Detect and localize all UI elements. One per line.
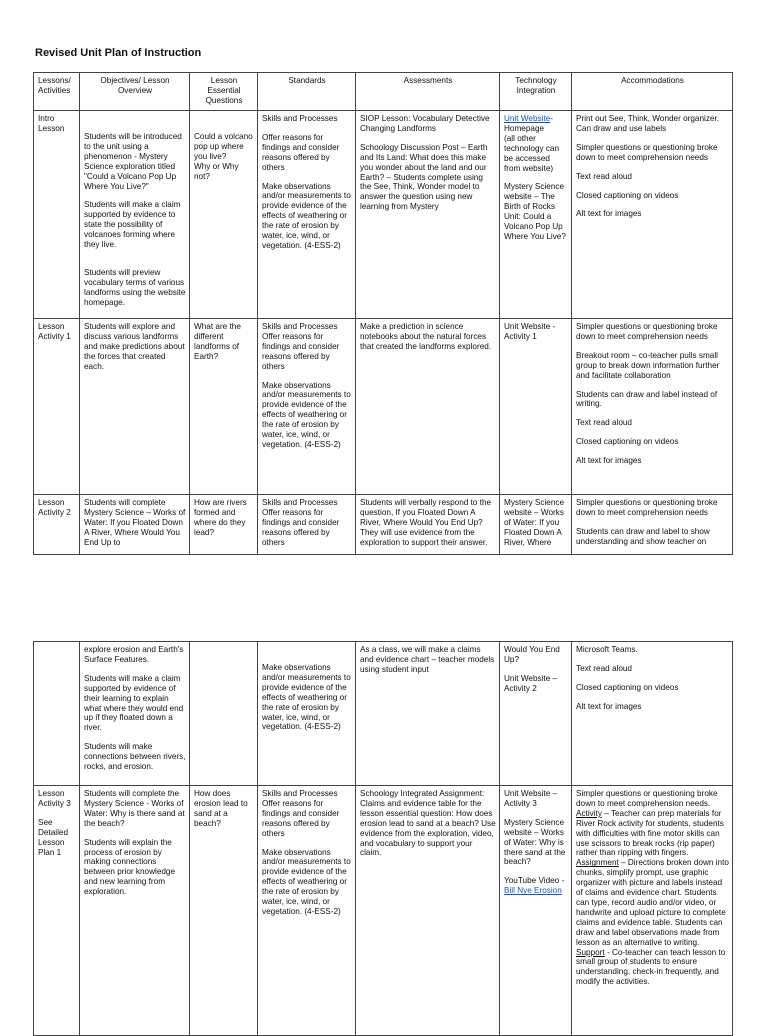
activity2-accommodations-top: Simpler questions or questioning broke down to meet comprehension needs Students can draw and label to show understanding and show teacher on: [572, 495, 733, 555]
row-activity-2-bottom: [34, 642, 733, 786]
activity2-assessments-bottom: As a class, we will make a claims and evidence chart – teacher models using student input: [356, 642, 500, 786]
activity2-technology-bottom: Would You End Up? Unit Website – Activity 2: [500, 642, 572, 786]
intro-standards: Skills and Processes Offer reasons for findings and consider reasons offered by others Make observations and/or measurements to provide evidence of the effects of weathering or the rate of erosion by water, ice, wind, or vegetation. (4-ESS-2): [258, 111, 356, 319]
intro-questions: Could a volcano pop up where you live? Why or Why not?: [190, 111, 258, 319]
activity3-questions: How does erosion lead to sand at a beach?: [190, 786, 258, 1036]
activity2-objectives-top: Students will complete Mystery Science – Works of Water: If you Floated Down A River, Where Would You End Up to: [80, 495, 190, 555]
activity1-objectives: Students will explore and discuss various landforms and make predictions about the forces that created each.: [80, 319, 190, 495]
activity1-accommodations: Simpler questions or questioning broke down to meet comprehension needs Breakout room – co-teacher pulls small group to break down information further and facilitate collaboration Students can draw and label instead of writing. Text read aloud Closed captioning on videos Alt text for images: [572, 319, 733, 495]
activity1-technology: Unit Website - Activity 1: [500, 319, 572, 495]
assignment-label: Assignment: [576, 858, 619, 868]
activity2-lesson-label: Lesson Activity 2: [34, 495, 80, 555]
activity2-technology-top: Mystery Science website – Works of Water: If you Floated Down A River, Where: [500, 495, 572, 555]
document-title: Revised Unit Plan of Instruction: [35, 47, 202, 59]
header-questions: Lesson Essential Questions: [190, 73, 258, 111]
bill-nye-erosion-link[interactable]: Bill Nye Erosion: [504, 886, 562, 896]
activity2-questions: How are rivers formed and where do they lead?: [190, 495, 258, 555]
activity2-standards-top: Skills and Processes Offer reasons for findings and consider reasons offered by others: [258, 495, 356, 555]
header-technology: Technology Integration: [500, 73, 572, 111]
activity2-objectives-bottom: explore erosion and Earth's Surface Features. Students will make a claim supported by evidence of their learning to explain what where they would end up if they floated down a river. Students will make connections between rivers, rocks, and erosion.: [80, 642, 190, 786]
activity1-lesson-label: Lesson Activity 1: [34, 319, 80, 495]
row-activity-1: [34, 319, 733, 495]
activity2-accommodations-bottom: Microsoft Teams. Text read aloud Closed captioning on videos Alt text for images: [572, 642, 733, 786]
activity1-questions: What are the different landforms of Earth?: [190, 319, 258, 495]
activity3-lesson-label: Lesson Activity 3 See Detailed Lesson Plan 1: [34, 786, 80, 1036]
activity2-assessments-top: Students will verbally respond to the question, If you Floated Down A River, Where Would You End Up? They will use evidence from the exploration to support their answer.: [356, 495, 500, 555]
activity3-objectives: Students will complete the Mystery Science - Works of Water: Why is there sand at the beach? Students will explain the process of erosion by making connections between prior knowledge and new learning from exploration.: [80, 786, 190, 1036]
header-accommodations: Accommodations: [572, 73, 733, 111]
row-activity-2-top: [34, 495, 733, 555]
header-assessments: Assessments: [356, 73, 500, 111]
activity3-accommodations: Simpler questions or questioning broke down to meet comprehension needs. Activity – Teacher can prep materials for River Rock activity for students, students with difficulties with fine motor skills can use scissors to break rocks (rip paper) rather than ripping with fingers. Assignment – Directions broken down into chunks, simplify prompt, use graphic organizer with picture and labels instead of claims and evidence chart. Students can type, record audio and/or video, or handwrite and upload picture to complete claims and evidence table. Students can draw and label observations made from lesson as an alternative to writing. Support - Co-teacher can teach lesson to small group of students to ensure understanding, check-in frequently, and modify the activities.: [572, 786, 733, 1036]
unit-website-link[interactable]: Unit Website: [504, 114, 551, 123]
activity1-assessments: Make a prediction in science notebooks about the natural forces that created the landforms explored.: [356, 319, 500, 495]
activity1-standards: Skills and Processes Offer reasons for findings and consider reasons offered by others Make observations and/or measurements to provide evidence of the effects of weathering or the rate of erosion by water, ice, wind, or vegetation. (4-ESS-2): [258, 319, 356, 495]
activity-label: Activity: [576, 808, 602, 818]
intro-technology: Unit Website- Homepage (all other technology can be accessed from website) Mystery Science website – The Birth of Rocks Unit: Could a Volcano Pop Up Where You Live?: [500, 111, 572, 319]
header-lessons: Lessons/ Activities: [34, 73, 80, 111]
unit-plan-table-page-2: [33, 641, 733, 1036]
row-activity-3: [34, 786, 733, 1036]
row-intro-lesson: [34, 111, 733, 319]
activity2-questions-continued: [190, 642, 258, 786]
activity3-standards: Skills and Processes Offer reasons for findings and consider reasons offered by others Make observations and/or measurements to provide evidence of the effects of weathering or the rate of erosion by water, ice, wind, or vegetation. (4-ESS-2): [258, 786, 356, 1036]
unit-plan-table-page-1: [33, 72, 733, 555]
activity2-lesson-continued: [34, 642, 80, 786]
intro-lesson-label: Intro Lesson: [34, 111, 80, 319]
header-objectives: Objectives/ Lesson Overview: [80, 73, 190, 111]
activity3-assessments: Schoology Integrated Assignment: Claims and evidence table for the lesson essential question: How does erosion lead to sand at a beach? Use evidence from the exploration, video, and vocabulary to support your claim.: [356, 786, 500, 1036]
activity2-standards-bottom: Make observations and/or measurements to provide evidence of the effects of weathering or the rate of erosion by water, ice, wind, or vegetation. (4-ESS-2): [258, 642, 356, 786]
support-label: Support: [576, 947, 605, 957]
header-row: [34, 73, 733, 111]
activity3-technology: Unit Website – Activity 3 Mystery Science website – Works of Water: Why is there sand at the beach? YouTube Video - Bill Nye Erosion: [500, 786, 572, 1036]
header-standards: Standards: [258, 73, 356, 111]
intro-assessments: SIOP Lesson: Vocabulary Detective Changing Landforms Schoology Discussion Post – Earth and Its Land: What does this make you wonder about the land and our Earth? – Students complete using the See, Think, Wonder model to answer the question using new learning from Mystery: [356, 111, 500, 319]
intro-objectives: Students will be introduced to the unit using a phenomenon - Mystery Science exploration titled "Could a Volcano Pop Up Where You Live?" Students will make a claim supported by evidence to state the possibility of volcanoes forming where they live. Students will preview vocabulary terms of various landforms using the website homepage.: [80, 111, 190, 319]
intro-accommodations: Print out See, Think, Wonder organizer. Can draw and use labels Simpler questions or questioning broke down to meet comprehension needs Text read aloud Closed captioning on videos Alt text for images: [572, 111, 733, 319]
